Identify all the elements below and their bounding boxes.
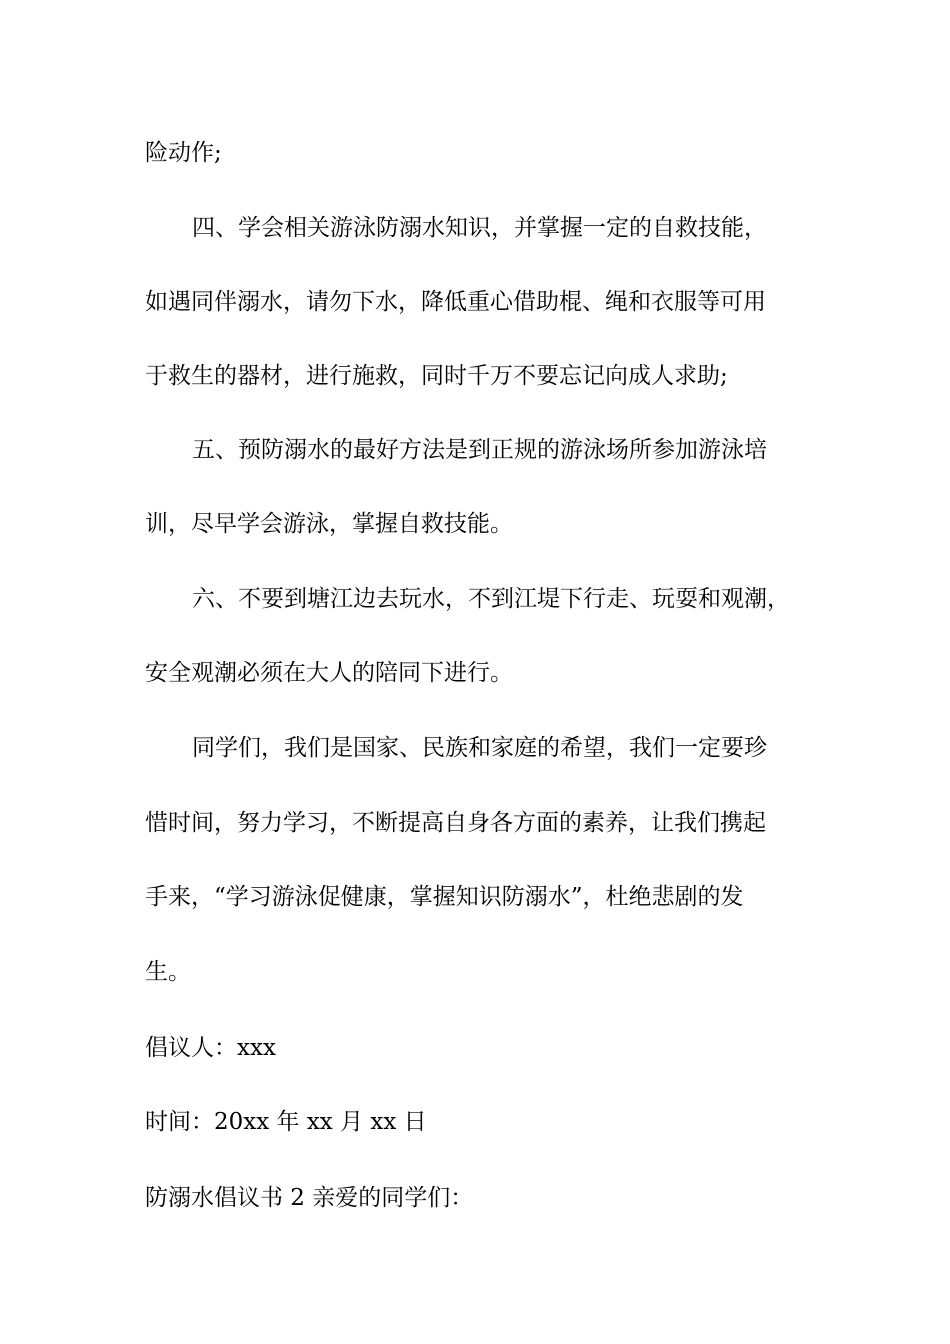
text-line-2: 四、学会相关游泳防溺水知识，并掌握一定的自救技能， <box>192 215 767 241</box>
text-line-5: 五、预防溺水的最好方法是到正规的游泳场所参加游泳培 <box>192 437 767 463</box>
text-line-4: 于救生的器材，进行施救，同时千万不要忘记向成人求助; <box>145 363 728 389</box>
text-line-6: 训，尽早学会游泳，掌握自救技能。 <box>145 511 513 537</box>
text-line-11: 手来，“学习游泳促健康，掌握知识防溺水”，杜绝悲剧的发 <box>145 884 744 910</box>
text-line-10: 惜时间，努力学习，不断提高自身各方面的素养，让我们携起 <box>145 810 766 836</box>
text-line-1: 险动作; <box>145 140 222 166</box>
text-line-8: 安全观潮必须在大人的陪同下进行。 <box>145 660 513 686</box>
date-line: 时间：20xx 年 xx 月 xx 日 <box>145 1109 427 1135</box>
text-line-3: 如遇同伴溺水，请勿下水，降低重心借助棍、绳和衣服等可用 <box>145 289 766 315</box>
text-line-9: 同学们，我们是国家、民族和家庭的希望，我们一定要珍 <box>192 735 767 761</box>
signatory-line: 倡议人：xxx <box>145 1035 276 1061</box>
text-line-7: 六、不要到塘江边去玩水，不到江堤下行走、玩耍和观潮， <box>192 586 790 612</box>
next-section-heading: 防溺水倡议书 2 亲爱的同学们： <box>145 1185 474 1211</box>
text-line-12: 生。 <box>145 959 191 985</box>
